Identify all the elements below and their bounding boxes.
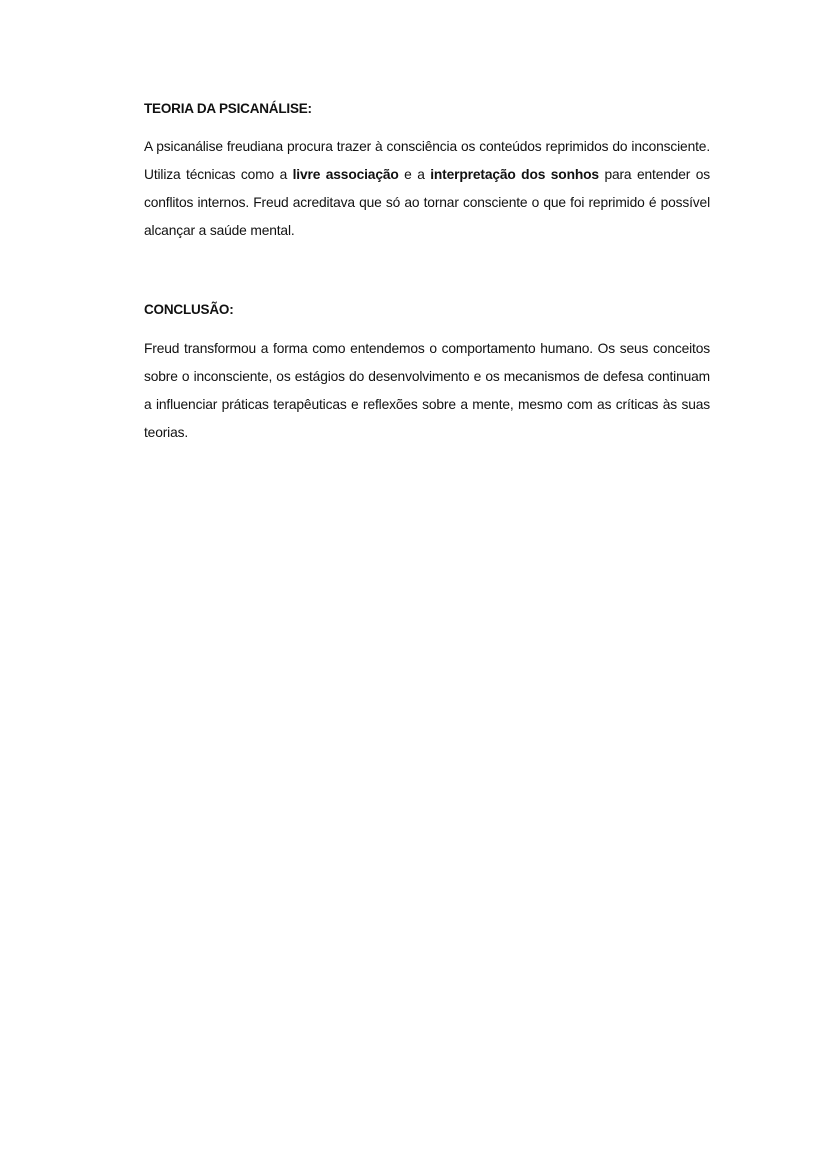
bold-term-free-association: livre associação: [292, 167, 399, 182]
paragraph-text: e a: [398, 167, 431, 182]
section-paragraph-psychoanalysis-theory: [144, 133, 710, 245]
paragraph-text: A psicanálise freudiana procura trazer à consciência os conteúdos reprimidos do inconsciente. Utiliza técnicas como a: [144, 139, 710, 182]
section-paragraph-conclusion: Freud transformou a forma como entendemos o comportamento humano. Os seus conceitos sobre o inconsciente, os estágios do desenvolvimento e os mecanismos de defesa continuam a influenciar práticas terapêuticas e reflexões sobre a mente, mesmo com as críticas às suas teorias.: [144, 341, 710, 440]
paragraph-text: para entender os conflitos internos. Freud acreditava que só ao tornar consciente o que foi reprimido é possível alcançar a saúde mental.: [144, 167, 711, 238]
section-heading-psychoanalysis-theory: TEORIA DA PSICANÁLISE:: [144, 101, 312, 116]
section-heading-conclusion: CONCLUSÃO:: [144, 302, 234, 317]
bold-term-dream-interpretation: interpretação dos sonhos: [430, 167, 599, 182]
